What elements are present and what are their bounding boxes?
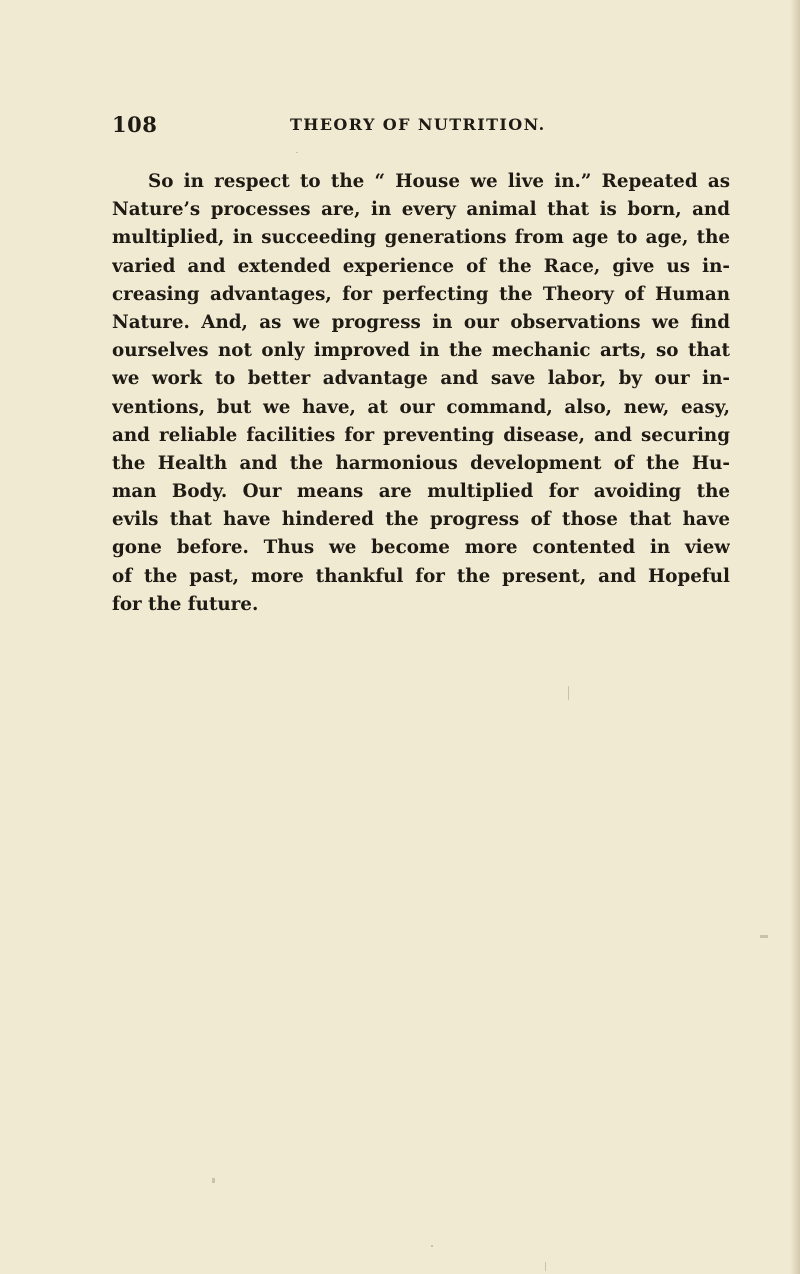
running-title: THEORY OF NUTRITION.	[290, 115, 546, 134]
text-line: gone before. Thus we become more contented in view	[112, 537, 730, 559]
body-paragraph	[112, 168, 730, 619]
text-line: the Health and the harmonious development of the Hu-	[112, 452, 730, 474]
paper-speck	[545, 1262, 546, 1271]
text-line: Nature. And, as we progress in our observations we find	[112, 311, 730, 333]
text-line: creasing advantages, for perfecting the Theory of Human	[112, 283, 730, 305]
paper-speck	[212, 1178, 215, 1183]
text-line: man Body. Our means are multiplied for avoiding the	[112, 481, 730, 503]
text-line: and reliable facilities for preventing disease, and securing	[112, 424, 730, 446]
page-edge-shadow	[790, 0, 800, 1274]
text-line: for the future.	[112, 593, 259, 615]
text-line: ourselves not only improved in the mechanic arts, so that	[112, 340, 730, 362]
paper-speck	[431, 1245, 433, 1247]
text-line: we work to better advantage and save labor, by our in-	[112, 368, 730, 390]
text-line: So in respect to the “ House we live in.” Repeated as	[148, 171, 730, 192]
text-line: varied and extended experience of the Race, give us in-	[112, 255, 730, 277]
running-head	[112, 112, 732, 142]
paper-speck	[568, 686, 569, 700]
paper-speck	[760, 935, 768, 938]
text-line: Nature’s processes are, in every animal that is born, and	[112, 199, 730, 221]
text-line: evils that have hindered the progress of those that have	[112, 509, 730, 531]
text-line: multiplied, in succeeding generations from age to age, the	[112, 227, 730, 249]
text-line: ventions, but we have, at our command, also, new, easy,	[112, 396, 730, 418]
text-line: of the past, more thankful for the present, and Hopeful	[112, 565, 730, 587]
page-number: 108	[112, 112, 158, 137]
paper-speck	[296, 152, 298, 153]
